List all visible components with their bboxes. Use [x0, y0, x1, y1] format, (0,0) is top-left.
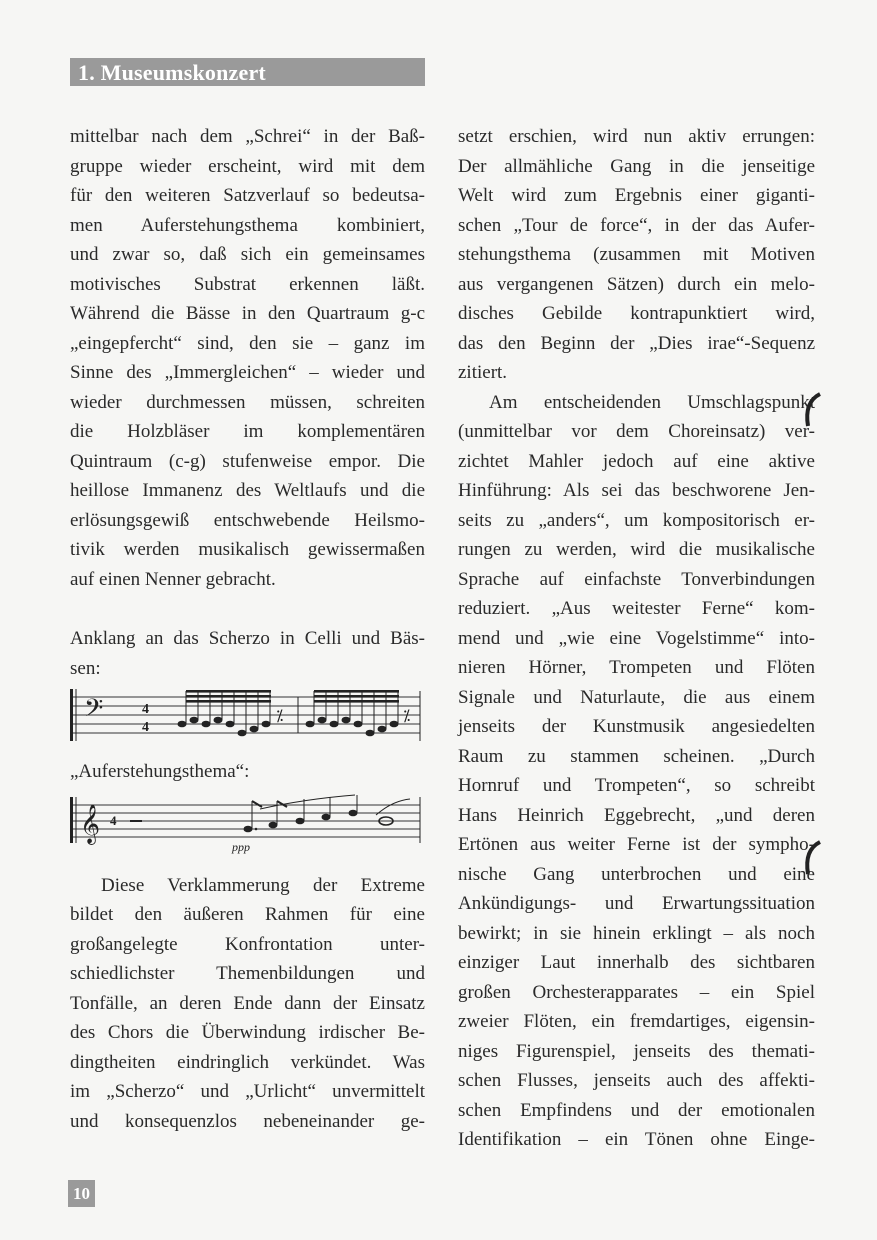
text-line: schen Flusses, jenseits auch des affekti-	[458, 1070, 815, 1091]
text-line: Anklang an das Scherzo in Celli und Bäs-	[70, 628, 425, 649]
text-line: stehungsthema (zusammen mit Motiven	[458, 244, 815, 265]
text-line: Quintraum (c-g) stufenweise empor. Die	[70, 450, 425, 472]
text-line: schen Empfindens und der emotionalen	[458, 1099, 815, 1121]
text-line: nische Gang unterbrochen und eine	[458, 863, 815, 885]
text-line: auf einen Nenner gebracht.	[70, 568, 276, 590]
text-line: disches Gebilde kontrapunktiert wird,	[458, 303, 815, 324]
text-line: des Chors die Überwindung irdischer Be-	[70, 1022, 425, 1043]
svg-text:4: 4	[110, 812, 117, 828]
music-example-scherzo	[70, 687, 425, 751]
dynamic-marking: ppp	[232, 839, 250, 854]
text-line: für den weiteren Satzverlauf so bedeutsa-	[70, 185, 425, 206]
text-line: Sprache auf einfachste Tonverbindungen	[458, 568, 815, 590]
text-line: Am entscheidenden Umschlagspunkt	[489, 391, 815, 413]
text-line: setzt erschien, wird nun aktiv errungen:	[458, 126, 815, 147]
text-line: Hornruf und Trompeten“, so schreibt	[458, 775, 815, 796]
text-line: aus vergangenen Sätzen) durch ein melo-	[458, 273, 815, 295]
text-line: zitiert.	[458, 362, 508, 383]
music-caption-scherzo	[70, 624, 425, 683]
svg-text:⁒: ⁒	[276, 708, 284, 725]
text-line: Hinführung: Als sei das beschworene Jen-	[458, 480, 815, 501]
running-header-title: 1. Museumskonzert	[78, 60, 266, 85]
text-line: „eingepfercht“ sind, den sie – ganz im	[70, 332, 425, 354]
text-line: und zwar so, daß sich ein gemeinsames	[70, 244, 425, 265]
left-column	[70, 122, 425, 1136]
text-line: zichtet Mahler jedoch auf eine aktive	[458, 450, 815, 472]
text-line: mittelbar nach dem „Schrei“ in der Baß-	[70, 126, 425, 147]
music-example-auferstehungsthema	[70, 791, 425, 855]
text-line: bewirkt; in sie hinein erklingt – als noch	[458, 922, 815, 944]
text-line: Welt wird zum Ergebnis einer giganti-	[458, 185, 815, 206]
text-line: seits zu „anders“, um kompositorisch er-	[458, 509, 815, 531]
text-line: einziger Laut innerhalb des sichtbaren	[458, 952, 815, 973]
svg-text:⁒: ⁒	[403, 708, 411, 725]
svg-text:𝄢: 𝄢	[84, 694, 104, 729]
text-line: tivik werden musikalisch gewissermaßen	[70, 539, 425, 560]
text-line: Ankündigungs- und Erwartungssituation	[458, 893, 815, 914]
text-line: gruppe wieder erscheint, wird mit dem	[70, 155, 425, 177]
text-line: erlösungsgewiß entschwebende Heilsmo-	[70, 509, 425, 531]
text-line: jenseits der Kunstmusik angesiedelten	[458, 716, 815, 737]
text-line: Sinne des „Immergleichen“ – wieder und	[70, 362, 425, 383]
text-line: dingtheiten eindringlich verkündet. Was	[70, 1051, 425, 1073]
text-line: Der allmähliche Gang in die jenseitige	[458, 155, 815, 177]
text-line: schen „Tour de force“, in der das Aufer-	[458, 214, 815, 236]
text-line: heillose Immanenz des Weltlaufs und die	[70, 480, 425, 501]
text-line: bildet den äußeren Rahmen für eine	[70, 904, 425, 925]
text-line: Identifikation – ein Tönen ohne Einge-	[458, 1129, 815, 1150]
text-line: niges Figurenspiel, jenseits des themati-	[458, 1040, 815, 1062]
music-caption-auferstehung	[70, 757, 425, 787]
text-line: Ertönen aus weiter Ferne ist der sympho-	[458, 834, 815, 855]
text-line: „Auferstehungsthema“:	[70, 761, 250, 782]
running-header	[70, 58, 425, 86]
text-line: rungen zu werden, wird die musikalische	[458, 539, 815, 560]
text-line: Hans Heinrich Eggebrecht, „und deren	[458, 804, 815, 826]
paragraph-right-2	[458, 388, 815, 1155]
page-edge-mark	[800, 838, 824, 878]
page-number: 10	[68, 1180, 95, 1207]
text-line: motivisches Substrat erkennen läßt.	[70, 273, 425, 295]
text-line: und konsequenzlos nebeneinander ge-	[70, 1110, 425, 1132]
text-line: großen Orchesterapparates – ein Spiel	[458, 981, 815, 1003]
text-line: die Holzbläser im komplementären	[70, 421, 425, 442]
text-line: Diese Verklammerung der Extreme	[101, 874, 425, 896]
text-line: mend und „wie eine Vogelstimme“ into-	[458, 627, 815, 649]
text-line: wieder durchmessen müssen, schreiten	[70, 391, 425, 413]
svg-text:𝄞: 𝄞	[80, 803, 101, 844]
paragraph-left-1	[70, 122, 425, 594]
text-line: schiedlichster Themenbildungen und	[70, 963, 425, 984]
text-line: das den Beginn der „Dies irae“-Sequenz	[458, 332, 815, 354]
page-edge-mark	[800, 390, 824, 430]
text-line: Tonfälle, an deren Ende dann der Einsatz	[70, 992, 425, 1014]
text-line: sen:	[70, 657, 101, 679]
text-line: (unmittelbar vor dem Choreinsatz) ver-	[458, 421, 815, 442]
text-line: nieren Hörner, Trompeten und Flöten	[458, 657, 815, 678]
text-line: zweier Flöten, ein fremdartiges, eigensin-	[458, 1011, 815, 1032]
text-line: men Auferstehungsthema kombiniert,	[70, 214, 425, 236]
right-column	[458, 122, 815, 1155]
paragraph-right-1	[458, 122, 815, 388]
text-line: im „Scherzo“ und „Urlicht“ unvermittelt	[70, 1081, 425, 1102]
text-line: großangelegte Konfrontation unter-	[70, 933, 425, 955]
svg-text:4: 4	[142, 702, 149, 717]
svg-text:4: 4	[142, 720, 149, 735]
text-line: reduziert. „Aus weitester Ferne“ kom-	[458, 598, 815, 619]
text-line: Während die Bässe in den Quartraum g-c	[70, 303, 425, 324]
text-line: Raum zu stammen scheinen. „Durch	[458, 745, 815, 767]
text-line: Signale und Naturlaute, die aus einem	[458, 686, 815, 708]
paragraph-left-2	[70, 871, 425, 1137]
